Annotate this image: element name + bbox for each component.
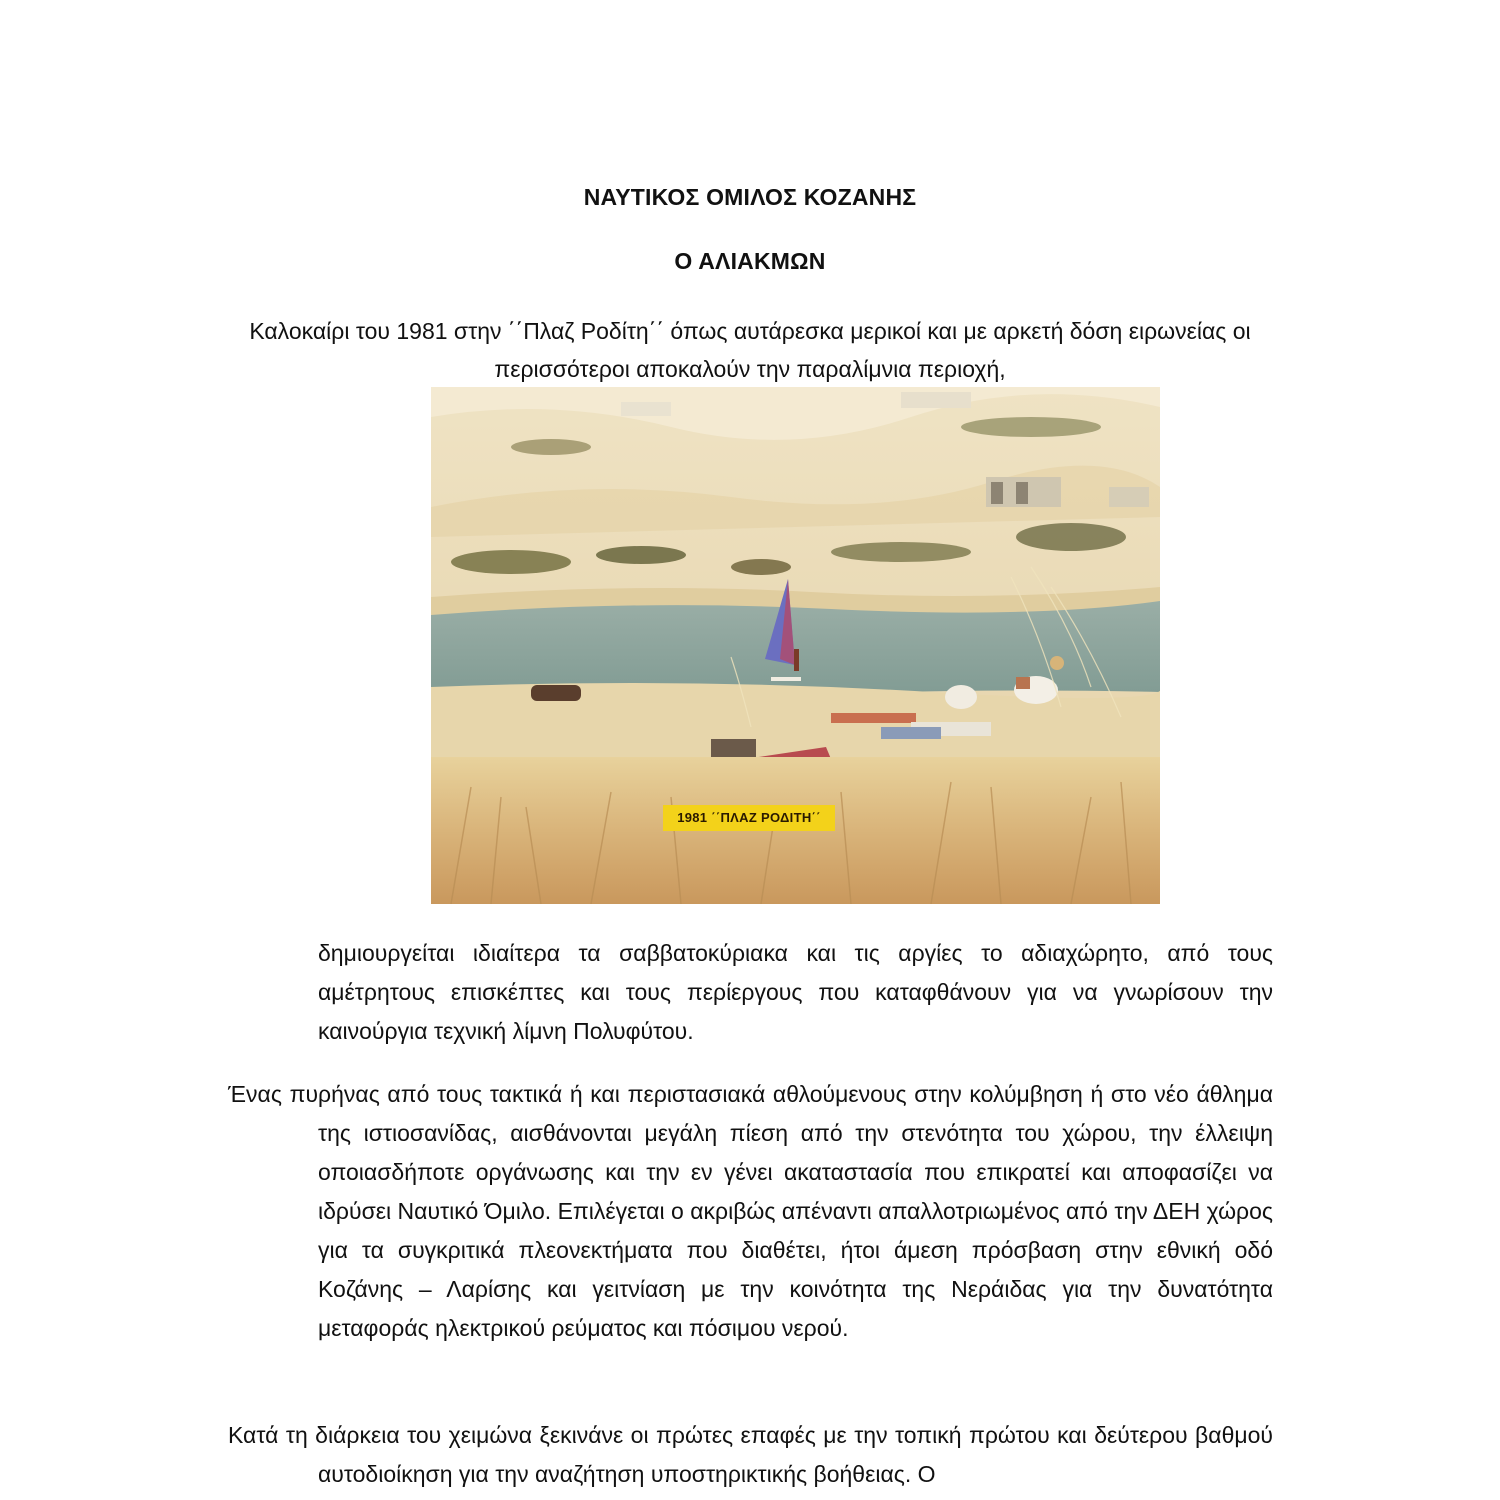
intro-paragraph: Καλοκαίρι του 1981 στην ΄΄Πλαζ Ροδίτη΄΄ όπως αυτάρεσκα μερικοί και με αρκετή δόση ειρωνείας οι περισσότεροι αποκαλούν την παραλίμνια περιοχή, bbox=[249, 318, 1251, 382]
body-paragraph: δημιουργείται ιδιαίτερα τα σαββατοκύριακα και τις αργίες το αδιαχώρητο, από τους αμέτρητους επισκέπτες και τους περίεργους που καταφθάνουν για να γνωρίσουν την καινούργια τεχνική λίμνη Πολυφύτου. bbox=[318, 940, 1273, 1044]
document-title: ΝΑΥΤΙΚΟΣ ΟΜΙΛΟΣ ΚΟΖΑΝΗΣ bbox=[583, 184, 917, 210]
body-paragraph: Ένας πυρήνας από τους τακτικά ή και περιστασιακά αθλούμενους στην κολύμβηση ή στο νέο άθλημα της ιστιοσανίδας, αισθάνονται μεγάλη πίεση από την στενότητα του χώρου, την έλλειψη οποιασδήποτε οργάνωσης και την εν γένει ακαταστασία που επικρατεί και αποφασίζει να ιδρύσει Ναυτικό Όμιλο. Επιλέγεται ο ακριβώς απέναντι απαλλοτριωμένος από την ΔΕΗ χώρος για τα συγκριτικά πλεονεκτήματα που διαθέτει, ήτοι άμεση πρόσβαση στην εθνική οδό Κοζάνης – Λαρίσης και γειτνίαση με την κοινότητα της Νεράιδας για την δυνατότητα μεταφοράς ηλεκτρικού ρεύματος και πόσιμου νερού. bbox=[228, 1081, 1273, 1341]
lake-beach-photo bbox=[431, 387, 1160, 904]
document-subtitle: Ο ΑΛΙΑΚΜΩΝ bbox=[674, 248, 826, 274]
photo-caption-label: 1981 ΄΄ΠΛΑΖ ΡΟΔΙΤΗ΄΄ bbox=[663, 805, 835, 831]
body-paragraph: Κατά τη διάρκεια του χειμώνα ξεκινάνε οι πρώτες επαφές με την τοπική πρώτου και δεύτερου βαθμού αυτοδιοίκηση για την αναζήτηση υποστηρικτικής βοήθειας. Ο bbox=[228, 1422, 1273, 1487]
